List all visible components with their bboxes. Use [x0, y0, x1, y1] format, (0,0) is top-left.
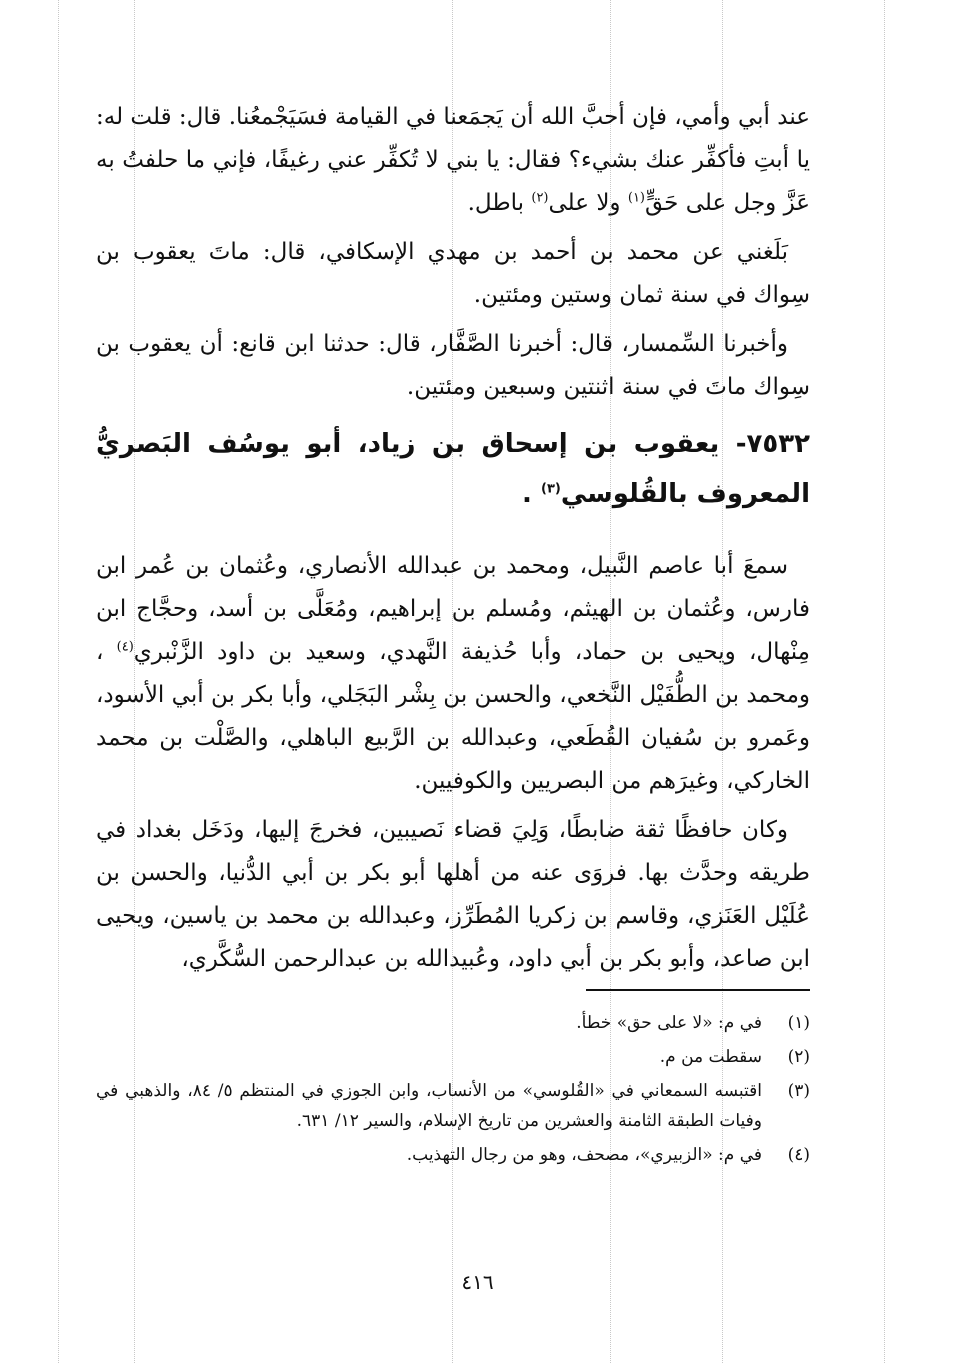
page-number: ٤١٦ — [461, 1270, 494, 1294]
footnote-ref: (٢) — [531, 190, 549, 206]
scan-guide-line — [58, 0, 59, 1363]
paragraph — [96, 809, 810, 981]
paragraph-text: عند أبي وأمي، فإن أحبَّ الله أن يَجمَعنا في القيامة فسَيَجْمعُنا. قال: قلت له: يا أبتِ فأكفِّر عنك بشيء؟ فقال: يا بني لا تُكفِّر عني رغيفًا، فإني ما حلفتُ به عَزَّ وجل على حَقٍّ — [96, 104, 810, 216]
footnote-number: (٣) — [787, 1081, 810, 1101]
footnote-ref: (٣) — [540, 481, 561, 497]
footnote-number: (١) — [787, 1013, 810, 1033]
footnote — [96, 1008, 810, 1038]
footnote-text: في م: «لا على حق» خطأ. — [576, 1013, 762, 1033]
paragraph-text: سمعَ أبا عاصم النَّبيل، ومحمد بن عبدالله الأنصاري، وعُثمان بن عُمر ابن فارس، وعُثمان بن الهيثم، ومُسلم بن إبراهيم، ومُعَلَّى بن أسد، وحجَّاج ابن مِنْهال، ويحيى بن حماد، وأبا حُذيفة النَّهدي، وسعيد بن داود الزَّنْبري — [96, 553, 810, 665]
paragraph-text: ولا على — [548, 190, 628, 216]
paragraph — [96, 96, 810, 225]
footnote-text: سقطت من م. — [659, 1047, 762, 1067]
footnote-number: (٤) — [787, 1145, 810, 1165]
paragraph-text: ، ومحمد بن الطُّفَيْل النَّخعي، والحسن بن بِشْر البَجَلي، وأبا بكر بن أبي الأسود، وعَمرو بن سُفيان القُطَعي، وعبدالله بن الرَّبيع الباهلي، والصَّلْت بن محمد الخاركي، وغيرَهم من البصريين والكوفيين. — [96, 639, 810, 794]
entry-heading-text: . — [522, 479, 541, 509]
main-text — [96, 96, 810, 987]
footnotes — [96, 1008, 810, 1174]
paragraph — [96, 545, 810, 803]
footnote-text: في م: «الزبيري»، مصحف، وهو من رجال التهذيب. — [406, 1145, 762, 1165]
footnote-separator — [586, 989, 810, 991]
scan-guide-line — [884, 0, 885, 1363]
footnote — [96, 1042, 810, 1072]
paragraph-text: وكان حافظًا ثقة ضابطًا، وَلِيَ قضاء نَصيبين، فخرجَ إليها، ودَخَل بغداد في طريقه وحدَّث بها. فروَى عنه من أهلها أبو بكر بن أبي الدُّنيا، والحسن بن عُلَيْل العَنَزي، وقاسم بن زكريا المُطَرِّز، وعبدالله بن محمد بن ياسين، ويحيى ابن صاعد، وأبو بكر بن أبي داود، وعُبيدالله بن عبدالرحمن السُّكَّري، — [96, 817, 810, 972]
footnote-text: اقتبسه السمعاني في «القُلوسي» من الأنساب، وابن الجوزي في المنتظم ٥/ ٨٤، والذهبي في وفيات الطبقة الثامنة والعشرين من تاريخ الإسلام، والسير ١٢/ ٦٣١. — [96, 1081, 762, 1131]
entry-heading — [96, 419, 810, 519]
footnote-ref: (٤) — [116, 639, 134, 655]
footnote-number: (٢) — [787, 1047, 810, 1067]
footnote — [96, 1140, 810, 1170]
footnote — [96, 1076, 810, 1136]
paragraph — [96, 323, 810, 409]
paragraph — [96, 231, 810, 317]
entry-heading-text: ٧٥٣٢- يعقوب بن إسحاق بن زياد، أبو يوسُف البَصريُّ المعروف بالقُلوسي — [96, 429, 810, 509]
paragraph-text: وأخبرنا السِّمسار، قال: أخبرنا الصَّفَّار، قال: حدثنا ابن قانع: أن يعقوب بن سِواك ماتَ في سنة اثنتين وسبعين ومئتين. — [96, 331, 810, 400]
paragraph-text: باطل. — [467, 190, 532, 216]
footnote-ref: (١) — [627, 190, 645, 206]
paragraph-text: بَلَغني عن محمد بن أحمد بن مهدي الإسكافي، قال: ماتَ يعقوب بن سِواك في سنة ثمان وستين ومئتين. — [96, 239, 810, 308]
